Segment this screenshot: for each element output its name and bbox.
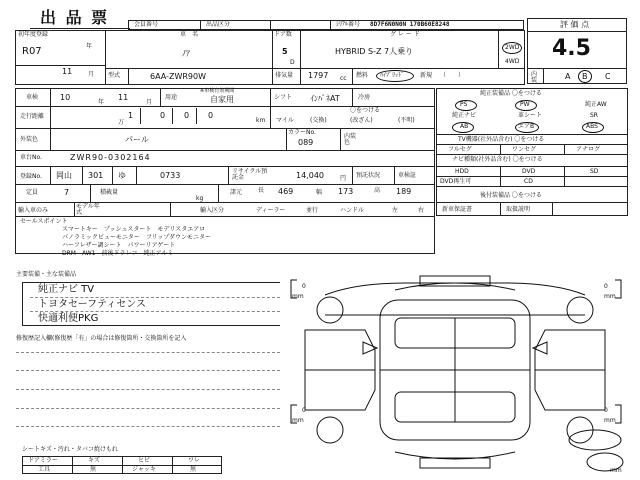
recycle-label: リサイクル預託金 [232, 168, 268, 181]
import-div-label: 輸入区分 [200, 207, 225, 214]
cc-unit: cc [340, 75, 347, 82]
shaken-month: 11 [118, 93, 129, 102]
drive-2wd: 2WD [505, 44, 520, 51]
tv-title: TV機器(社外品含む) 〇をつける [458, 136, 545, 143]
mileage-opt-tamper: (改ざん) [350, 117, 373, 124]
keep-title: 後付装備品 〇をつける [480, 192, 542, 199]
plate-class: 301 [88, 171, 104, 180]
drive-4wd: 4WD [505, 58, 520, 65]
int-color-label: 内装色 [344, 133, 357, 146]
sales-point-line-4: DRM AW1 前後ドラレコ 純正アルミ [62, 250, 174, 257]
grade-value: HYBRID S-Z 7人乗り [335, 47, 414, 56]
mm-tl: mm [292, 293, 304, 300]
color-no-label: カラーNo. [288, 129, 316, 136]
new-label: 新規 [420, 72, 433, 79]
grid-v1: 工具 [38, 466, 51, 473]
equip-sr: SR [590, 112, 598, 119]
shaken-label: 車検 [26, 94, 39, 101]
car-damage-diagram [285, 270, 635, 480]
doors-label: ドア数 [274, 31, 292, 38]
equip-aw: 純正AW [585, 101, 607, 108]
member-no-label: 会員番号 [134, 21, 159, 28]
nav-dvd-play: DVD再生可 [440, 178, 472, 185]
equipment-title: 純正装備品 〇をつける [480, 90, 542, 97]
mileage-digit-3: 0 [184, 111, 190, 120]
interior-grade-a: A [565, 72, 571, 81]
score-label: 評 価 点 [560, 20, 590, 29]
grid-h3: ヒビ [138, 457, 151, 464]
bracket-br-val: 0 [604, 407, 608, 414]
manual-label: 取扱説明 [506, 206, 531, 213]
first-reg-label: 初年度登録 [18, 31, 49, 38]
storage-label: 出品区分 [206, 21, 231, 28]
chassis-value: ZWR90-0302164 [70, 153, 151, 162]
ac-label: 冷房 [358, 94, 371, 101]
model-name-label: 車 名 [180, 31, 199, 38]
hei-label: 高 [374, 187, 381, 194]
mileage-opt-mile: マイル [276, 117, 294, 124]
plate-kana: ゆ [118, 171, 126, 180]
mileage-opt-exchange: (交換) [310, 117, 327, 124]
import-opt-dealer: ディーラー [256, 207, 286, 214]
equip-pw: PW [520, 101, 530, 108]
import-only-label: 輸入車のみ [18, 207, 49, 214]
shaken-state-label: 車検証 [398, 172, 417, 179]
mileage-label: 走行距離 [20, 113, 45, 120]
tv-fullseg: フルセグ [448, 146, 472, 153]
plate-label: 登録No. [20, 173, 42, 180]
deposit-state-label: 預託状況 [356, 172, 381, 179]
model-name: ﾉｱ [182, 49, 190, 58]
page-title: 出 品 票 [40, 8, 110, 27]
mm-bottom: mm [610, 467, 622, 474]
wid-label: 幅 [316, 189, 323, 196]
type-label: 型式 [108, 72, 121, 79]
plate-number: 0733 [160, 171, 181, 180]
first-reg-year: R07 [22, 46, 42, 57]
model-year-label: モデル年式 [76, 203, 100, 216]
import-opt-parallel: 並行 [306, 207, 319, 214]
grade-label: グ レ ー ド [390, 31, 420, 38]
mm-bl: mm [292, 417, 304, 424]
equip-navi: 純正ナビ [452, 112, 477, 119]
repair-label: 修復歴記入欄(修復歴「有」の場合は修復箇所・交換箇所を記入 [16, 335, 187, 342]
ext-color-label: 外装色 [20, 136, 39, 143]
first-reg-year-unit: 年 [86, 43, 93, 50]
model-code: 6AA-ZWR90W [150, 72, 207, 81]
grid-v3: ジャッキ [132, 466, 156, 473]
interior-label: 内装 [531, 71, 538, 84]
new-paren: （ ） [440, 72, 465, 79]
mileage-digit-4: 0 [208, 111, 214, 120]
fuel-label: 燃料 [356, 72, 369, 79]
chassis-label: 車台No. [20, 154, 42, 161]
mileage-man: 万 [118, 119, 125, 126]
use-value: 自家用 [210, 95, 234, 104]
grid-v2: 無 [90, 466, 97, 473]
recycle-value: 14,040 [296, 171, 324, 180]
sales-point-line-2: パノラミックビューモニター フリップダウンモニター [62, 234, 211, 241]
mileage-unit: km [256, 117, 266, 124]
capacity-label: 定員 [26, 189, 39, 196]
equip-airb: エアB [518, 123, 535, 130]
nav-hdd: HDD [455, 168, 469, 175]
serial-label: ｼﾘｱﾙ番号 [336, 21, 361, 28]
sales-point-line-1: スマートキー プッシュスタート モデリスタエアロ [62, 226, 206, 233]
cc-label: 排気量 [275, 72, 294, 79]
first-reg-month-unit: 月 [88, 71, 95, 78]
recycle-unit: 円 [340, 175, 347, 182]
mm-tr: mm [604, 293, 616, 300]
equip-ab: AB [460, 123, 469, 130]
mileage-digit-2: 0 [160, 111, 166, 120]
bracket-tl-val: 0 [302, 283, 306, 290]
capacity-value: 7 [64, 188, 70, 197]
import-opt-left: 左 [392, 207, 399, 214]
doors-sub: D [290, 59, 295, 66]
seat-label: シートキズ・汚れ・タバコ焼けもれ [22, 446, 118, 453]
score-value: 4.5 [552, 36, 591, 61]
use-sub-label: ※車検有効期間 [200, 88, 235, 94]
equip-note-2: トヨタセーフティセンス [38, 299, 146, 310]
shift-value: ｲﾝﾊﾟﾈAT [310, 94, 340, 103]
bracket-tr-val: 0 [604, 283, 608, 290]
nav-dvd: DVD [522, 168, 536, 175]
equip-notes-label: 主要装備・主な装備品 [16, 271, 77, 278]
grid-h1: ドアミラー [28, 457, 58, 464]
new-warranty-label: 新車保証書 [442, 206, 473, 213]
sales-point-line-3: ハーフレザー調シート パワーリアゲート [62, 242, 176, 249]
equip-ps: PS [460, 101, 468, 108]
doors-value: 5 [282, 47, 288, 56]
mm-br: mm [604, 417, 616, 424]
load-unit: kg [196, 195, 204, 202]
equip-leather: 革シート [518, 112, 543, 119]
header-strip [128, 20, 524, 30]
equip-note-3: 快適利便PKG [38, 313, 99, 324]
grid-h2: キズ [88, 457, 100, 464]
nav-cd: CD [524, 178, 533, 185]
shaken-year-unit: 年 [98, 99, 105, 106]
shaken-year: 10 [60, 93, 71, 102]
plate-area: 岡山 [56, 171, 72, 180]
ext-color-value: パール [125, 135, 149, 144]
fuel-value: ﾊｲﾌﾞﾘｯﾄﾞ [380, 72, 405, 79]
shift-label: シフト [274, 94, 293, 101]
mileage-digit-1: 1 [128, 111, 134, 120]
equip-note-1: 純正ナビ TV [38, 284, 95, 295]
bracket-bl-val: 0 [302, 407, 306, 414]
tv-oneseg: ワンセグ [512, 146, 537, 153]
grid-v4: 無 [190, 466, 197, 473]
import-opt-right: 右 [418, 207, 425, 214]
use-label: 用途 [165, 94, 178, 101]
mileage-opt-unknown: (不明) [398, 117, 415, 124]
color-no-value: 089 [298, 138, 314, 147]
import-opt-handle: ハンドル [340, 207, 365, 214]
nav-sd: SD [590, 168, 599, 175]
cc-value: 1797 [308, 71, 329, 80]
len-label: 長 [258, 187, 265, 194]
serial-number: 8D7F6N0N0N 170B60E8248 [370, 21, 450, 28]
shaken-month-unit: 月 [146, 99, 153, 106]
hei-value: 189 [396, 187, 412, 196]
len-value: 469 [278, 187, 294, 196]
dims-label: 諸元 [230, 189, 243, 196]
tv-analog: アナログ [576, 146, 601, 153]
mileage-opt-top: 〇をつける [350, 107, 381, 114]
interior-grade-c: C [605, 72, 611, 81]
grid-h4: ワレ [188, 457, 201, 464]
nav-title: ナビ種類(社外品含む) 〇をつける [452, 156, 543, 163]
first-reg-month: 11 [62, 67, 73, 76]
wid-value: 173 [338, 187, 354, 196]
equip-abs: ABS [586, 123, 598, 130]
load-label: 積載量 [100, 189, 119, 196]
sales-point-label: セールスポイント [20, 218, 68, 225]
interior-grade-b: B [582, 72, 588, 81]
